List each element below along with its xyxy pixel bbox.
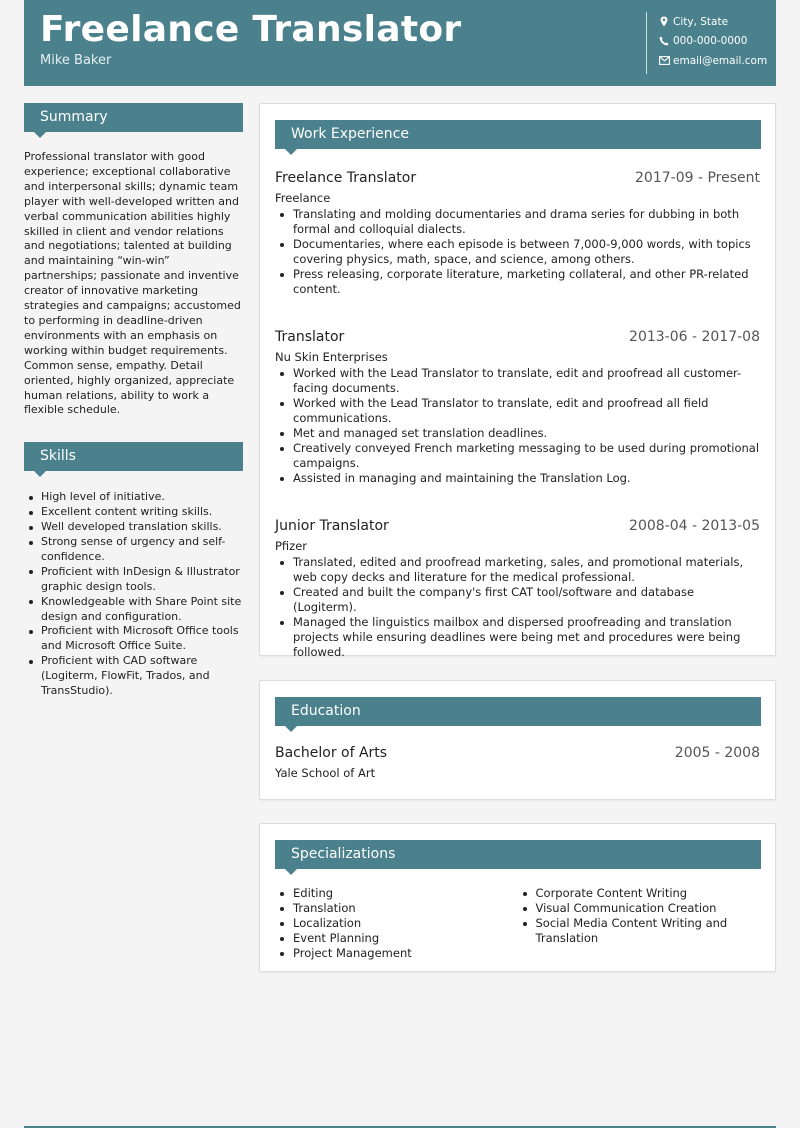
list-item: Created and built the company's first CAT tool/software and database (Logiterm). bbox=[275, 585, 760, 615]
list-item: Knowledgeable with Share Point site design and configuration. bbox=[24, 595, 243, 625]
list-item: Visual Communication Creation bbox=[518, 901, 761, 916]
candidate-name: Mike Baker bbox=[40, 53, 112, 68]
list-item: Project Management bbox=[275, 946, 518, 961]
phone-icon bbox=[657, 36, 671, 46]
summary-text: Professional translator with good experience; exceptional collaborative and interpersonal skills; dynamic team player with well-developed written and verbal communication abilities highly skilled in client and vendor relations and negotiations; talented at building and maintaining “win-win” partnerships; passionate and inventive creator of innovative marketing strategies and campaigns; accustomed to performing in deadline-driven environments with an emphasis on working within budget requirements. Common sense, empathy. Detail oriented, highly organized, appreciate human relations, ability to work a flexible schedule. bbox=[24, 150, 241, 417]
list-item: Translated, edited and proofread marketing, sales, and promotional materials, web copy decks and literature for the medical professional. bbox=[275, 555, 760, 585]
job-bullets bbox=[275, 366, 760, 486]
contact-location bbox=[657, 12, 767, 32]
degree-title: Bachelor of Arts bbox=[275, 745, 388, 761]
job-company: Nu Skin Enterprises bbox=[275, 350, 388, 364]
job-bullets bbox=[275, 207, 760, 297]
list-item: Social Media Content Writing and Translation bbox=[518, 916, 761, 946]
contact-phone bbox=[657, 32, 767, 52]
job-title: Translator bbox=[275, 329, 345, 345]
list-item: Creatively conveyed French marketing messaging to be used during promotional campaigns. bbox=[275, 441, 760, 471]
list-item: Assisted in managing and maintaining the Translation Log. bbox=[275, 471, 760, 486]
job-entry bbox=[275, 517, 760, 660]
education-dates: 2005 - 2008 bbox=[674, 745, 760, 761]
specializations-heading: Specializations bbox=[275, 840, 761, 869]
list-item: Proficient with Microsoft Office tools and Microsoft Office Suite. bbox=[24, 624, 243, 654]
list-item: High level of initiative. bbox=[24, 490, 243, 505]
specializations-columns bbox=[275, 886, 760, 961]
list-item: Event Planning bbox=[275, 931, 518, 946]
envelope-icon bbox=[657, 56, 671, 65]
email-link[interactable]: email@email.com bbox=[673, 54, 768, 67]
list-item: Strong sense of urgency and self-confidence. bbox=[24, 535, 243, 565]
job-entry bbox=[275, 328, 760, 486]
skills-list bbox=[24, 490, 243, 699]
specializations-list-left bbox=[275, 886, 518, 961]
list-item: Translating and molding documentaries and drama series for dubbing in both formal and colloquial dialects. bbox=[275, 207, 760, 237]
resume-title: Freelance Translator bbox=[40, 9, 462, 50]
job-title: Freelance Translator bbox=[275, 170, 417, 186]
specializations-list-right bbox=[518, 886, 761, 961]
location-text: City, State bbox=[673, 15, 729, 28]
school-name: Yale School of Art bbox=[275, 766, 376, 780]
map-pin-icon bbox=[657, 16, 671, 27]
work-experience-heading: Work Experience bbox=[275, 120, 761, 149]
job-dates: 2013-06 - 2017-08 bbox=[629, 329, 760, 345]
list-item: Documentaries, where each episode is between 7,000-9,000 words, with topics covering physics, math, space, and science, among others. bbox=[275, 237, 760, 267]
list-item: Worked with the Lead Translator to translate, edit and proofread all customer-facing documents. bbox=[275, 366, 760, 396]
resume-header bbox=[24, 0, 776, 86]
specializations-card bbox=[259, 823, 776, 972]
education-entry bbox=[275, 744, 760, 781]
list-item: Proficient with InDesign & Illustrator graphic design tools. bbox=[24, 565, 243, 595]
list-item: Corporate Content Writing bbox=[518, 886, 761, 901]
list-item: Proficient with CAD software (Logiterm, FlowFit, Trados, and TransStudio). bbox=[24, 654, 243, 699]
left-column bbox=[24, 103, 243, 699]
list-item: Press releasing, corporate literature, marketing collateral, and other PR-related content. bbox=[275, 267, 760, 297]
list-item: Excellent content writing skills. bbox=[24, 505, 243, 520]
list-item: Worked with the Lead Translator to translate, edit and proofread all field communications. bbox=[275, 396, 760, 426]
job-bullets bbox=[275, 555, 760, 660]
list-item: Localization bbox=[275, 916, 518, 931]
job-title: Junior Translator bbox=[275, 518, 389, 534]
job-company: Freelance bbox=[275, 191, 331, 205]
job-dates: 2008-04 - 2013-05 bbox=[629, 518, 760, 534]
contact-email[interactable] bbox=[657, 51, 767, 71]
list-item: Translation bbox=[275, 901, 518, 916]
education-card bbox=[259, 680, 776, 800]
list-item: Editing bbox=[275, 886, 518, 901]
list-item: Met and managed set translation deadlines. bbox=[275, 426, 760, 441]
job-entry bbox=[275, 169, 760, 297]
list-item: Managed the linguistics mailbox and dispersed proofreading and translation projects while ensuring deadlines were being met and procedures were being followed. bbox=[275, 615, 760, 660]
work-experience-card bbox=[259, 103, 776, 659]
list-item: Well developed translation skills. bbox=[24, 520, 243, 535]
job-dates: 2017-09 - Present bbox=[635, 170, 760, 186]
skills-heading: Skills bbox=[24, 442, 243, 471]
phone-text: 000-000-0000 bbox=[673, 35, 748, 48]
contact-block bbox=[646, 12, 767, 74]
education-heading: Education bbox=[275, 697, 761, 726]
summary-heading: Summary bbox=[24, 103, 243, 132]
job-company: Pfizer bbox=[275, 539, 308, 553]
